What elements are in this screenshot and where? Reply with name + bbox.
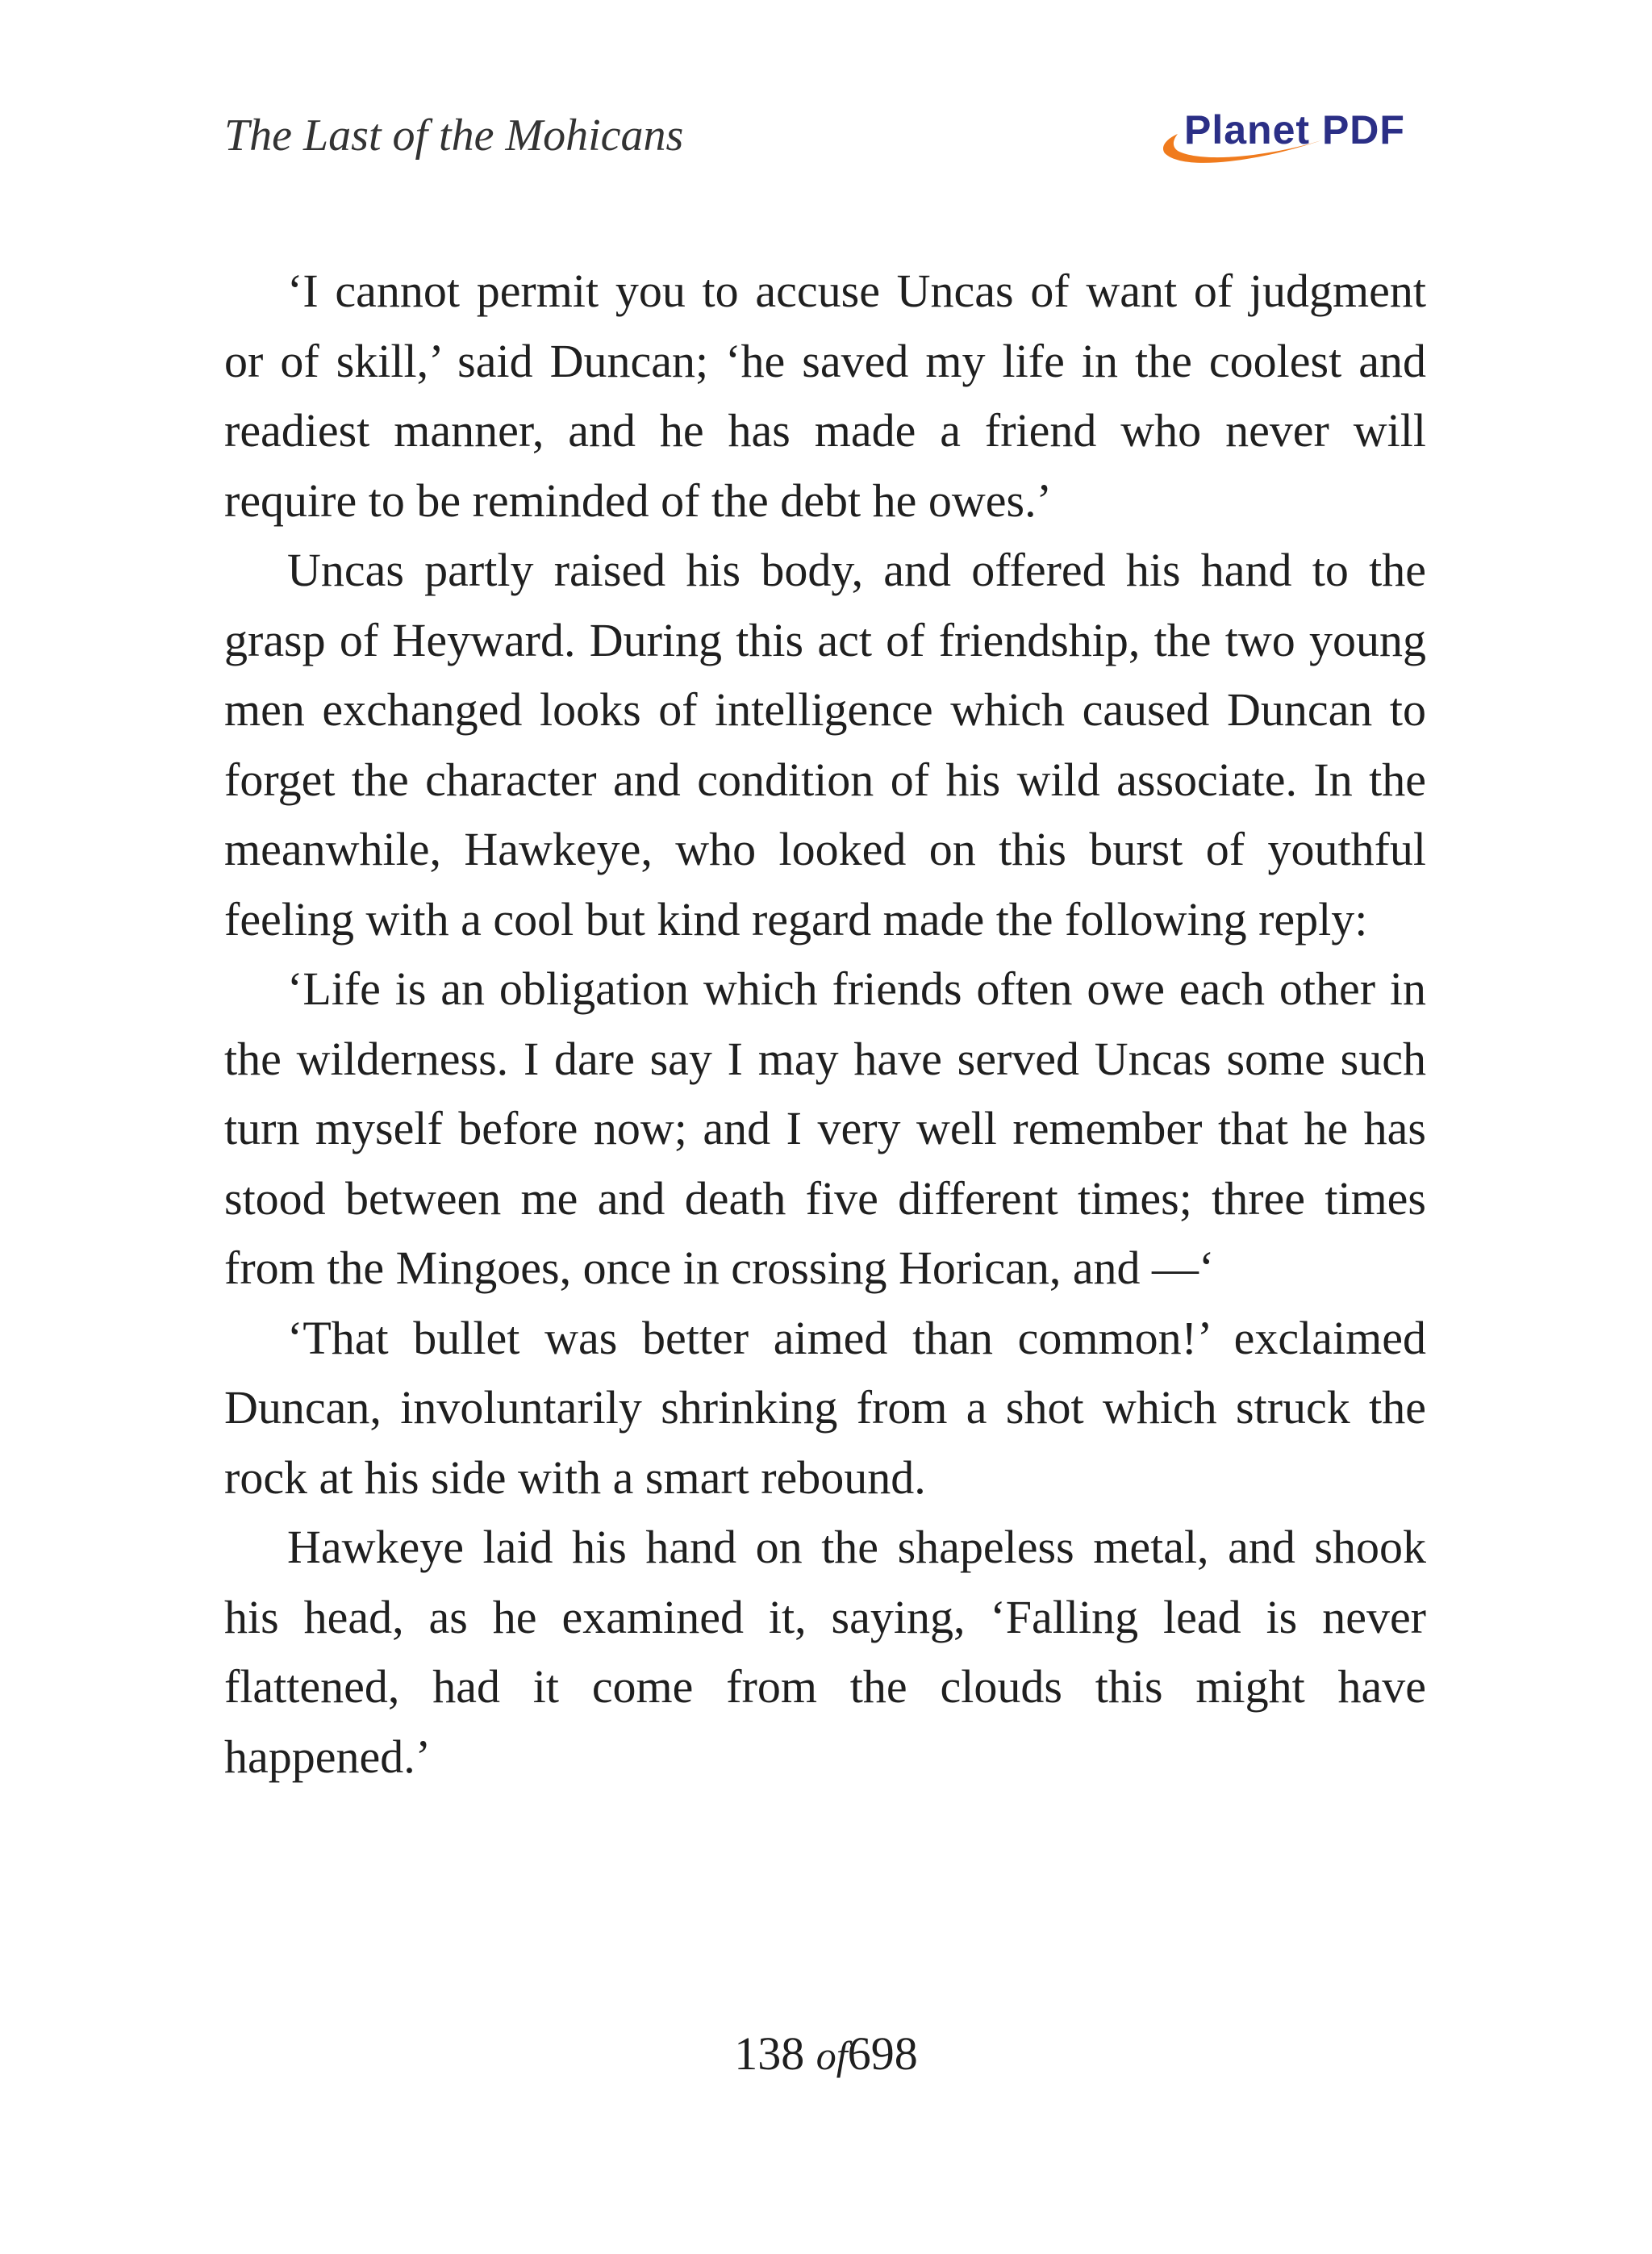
logo-text: Planet PDF bbox=[1184, 107, 1405, 152]
current-page-number: 138 bbox=[734, 2027, 805, 2080]
paragraph: ‘That bullet was better aimed than common!’ exclaimed Duncan, involuntarily shrinking from a shot which struck the rock at his side with a smart rebound. bbox=[224, 1311, 1426, 1504]
page-number bbox=[0, 2027, 1652, 2081]
paragraph: Hawkeye laid his hand on the shapeless metal, and shook his head, as he examined it, saying, ‘Falling lead is never flattened, had it come from the clouds this might have happened.’ bbox=[224, 1521, 1426, 1783]
planet-pdf-logo bbox=[1160, 103, 1418, 168]
page-header bbox=[224, 103, 1426, 184]
paragraph: Uncas partly raised his body, and offered his hand to the grasp of Heyward. During this act of friendship, the two young men exchanged looks of intelligence which caused Duncan to forget the character and condition of his wild associate. In the meanwhile, Hawkeye, who looked on this burst of youthful feeling with a cool but kind regard made the following reply: bbox=[224, 544, 1426, 945]
paragraph: ‘Life is an obligation which friends often owe each other in the wilderness. I dare say I may have served Uncas some such turn myself before now; and I very well remember that he has stood between me and death five different times; three times from the Mingoes, once in crossing Horican, and —‘ bbox=[224, 962, 1426, 1294]
paragraph: ‘I cannot permit you to accuse Uncas of want of judgment or of skill,’ said Duncan; ‘he saved my life in the coolest and readiest manner, and he has made a friend who never will require to be reminded of the debt he owes.’ bbox=[224, 265, 1426, 527]
body-text bbox=[224, 257, 1426, 1792]
total-page-count: 698 bbox=[847, 2027, 918, 2080]
book-title: The Last of the Mohicans bbox=[224, 111, 684, 161]
page-of-label: of bbox=[816, 2033, 848, 2078]
